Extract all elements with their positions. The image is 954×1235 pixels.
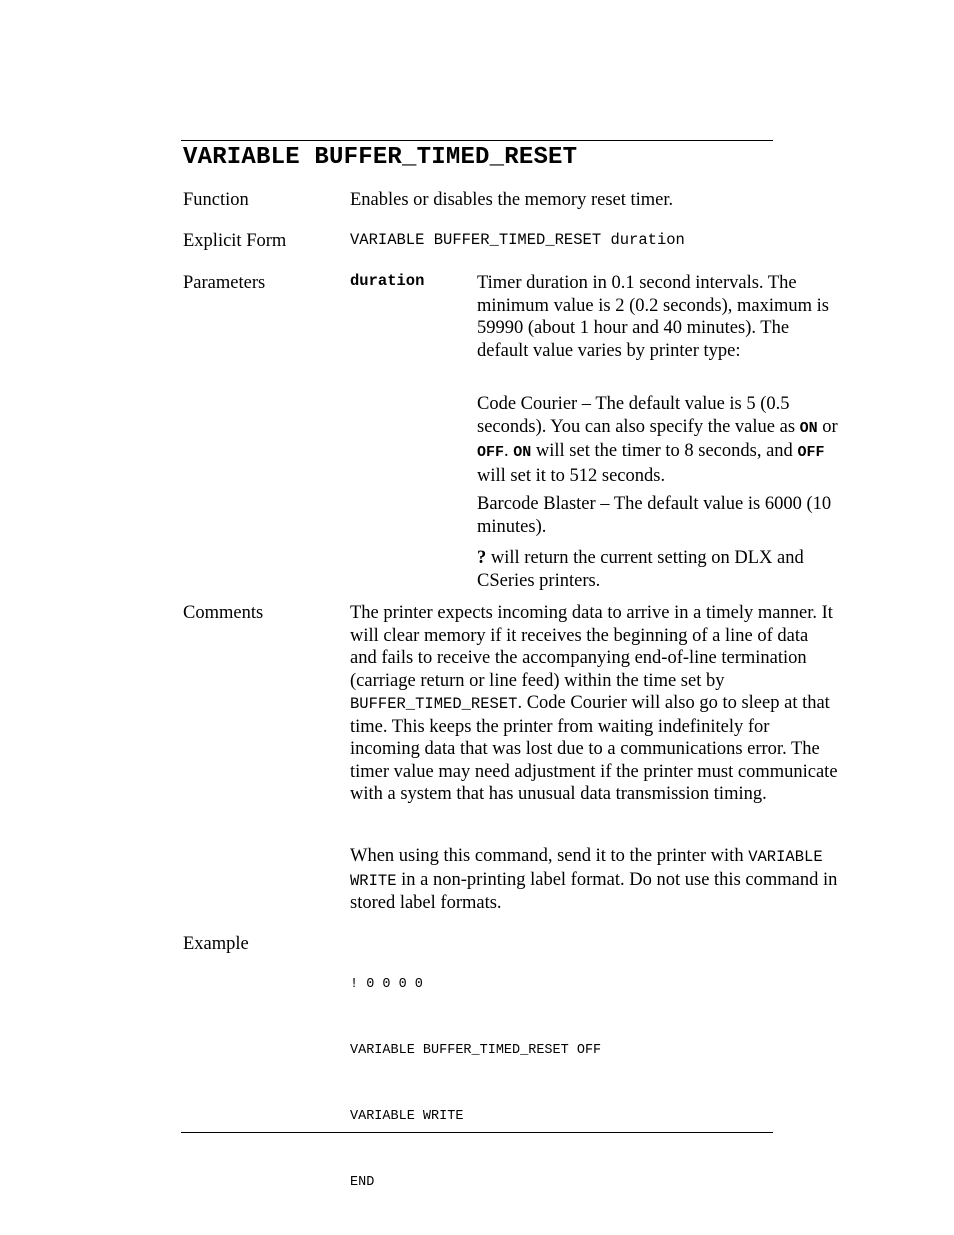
query-text: will return the current setting on DLX and CSeries printers. xyxy=(477,548,804,591)
example-label: Example xyxy=(183,934,249,954)
example-code-block xyxy=(350,930,601,1216)
barcode-blaster-note xyxy=(477,493,842,538)
page-title: VARIABLE BUFFER_TIMED_RESET xyxy=(183,144,578,171)
comments-paragraph-1 xyxy=(350,602,838,806)
comments-p2-before: When using this command, send it to the printer with xyxy=(350,846,749,866)
comments-p1-before: The printer expects incoming data to arrive in a timely manner. It will clear memory if it receives the beginning of a line of data and fails to receive the accompanying end-of-line termination (carriage return or line feed) within the time set by xyxy=(350,603,833,691)
example-line: VARIABLE BUFFER_TIMED_RESET OFF xyxy=(350,1043,602,1058)
parameters-label: Parameters xyxy=(183,273,266,293)
example-line: ! 0 0 0 0 xyxy=(350,977,423,992)
comments-p2-after: in a non-printing label format. Do not use this command in stored label formats. xyxy=(350,869,838,913)
code-courier-prefix: Code Courier – The default value is 5 (0.5 seconds). You can also specify the value as xyxy=(477,394,800,437)
comments-p1-code: BUFFER_TIMED_RESET xyxy=(350,695,518,713)
off-keyword: OFF xyxy=(477,444,505,461)
on-keyword-2: ON xyxy=(513,444,532,461)
code-courier-mid: will set the timer to 8 seconds, and xyxy=(531,441,798,461)
parameter-desc-general: Timer duration in 0.1 second intervals. The minimum value is 2 (0.2 seconds), maximum is 59990 (about 1 hour and 40 minutes). The default value varies by printer type: xyxy=(477,273,829,361)
example-line: VARIABLE WRITE xyxy=(350,1109,464,1124)
top-rule xyxy=(181,140,773,141)
on-keyword: ON xyxy=(799,419,818,437)
question-mark: ? xyxy=(477,548,487,568)
parameter-name: duration xyxy=(350,272,425,290)
comments-p2-code: VARIABLE WRITE xyxy=(350,848,823,890)
explicit-form-label: Explicit Form xyxy=(183,231,287,251)
code-courier-note xyxy=(477,393,842,487)
code-courier-suffix: will set it to 512 seconds. xyxy=(477,465,666,486)
or-text: or xyxy=(817,416,838,437)
comments-paragraph-2 xyxy=(350,845,838,915)
function-text: Enables or disables the memory reset timer. xyxy=(350,190,674,210)
query-note xyxy=(477,547,842,592)
example-line: END xyxy=(350,1175,375,1190)
off-keyword-2: OFF xyxy=(797,444,825,461)
explicit-form-code: VARIABLE BUFFER_TIMED_RESET duration xyxy=(350,231,685,249)
barcode-blaster-text: Barcode Blaster – The default value is 6000 (10 minutes). xyxy=(477,494,832,537)
parameter-description xyxy=(477,272,842,362)
dot-space: . xyxy=(504,441,514,461)
comments-p1-after: . Code Courier will also go to sleep at that time. This keeps the printer from waiting indefinitely for incoming data that was lost due to a communications error. The timer value may need adjustment if the printer must communicate with a system that has unusual data transmission timing. xyxy=(350,693,838,804)
bottom-rule xyxy=(181,1132,773,1133)
function-label: Function xyxy=(183,190,249,210)
comments-label: Comments xyxy=(183,603,264,623)
